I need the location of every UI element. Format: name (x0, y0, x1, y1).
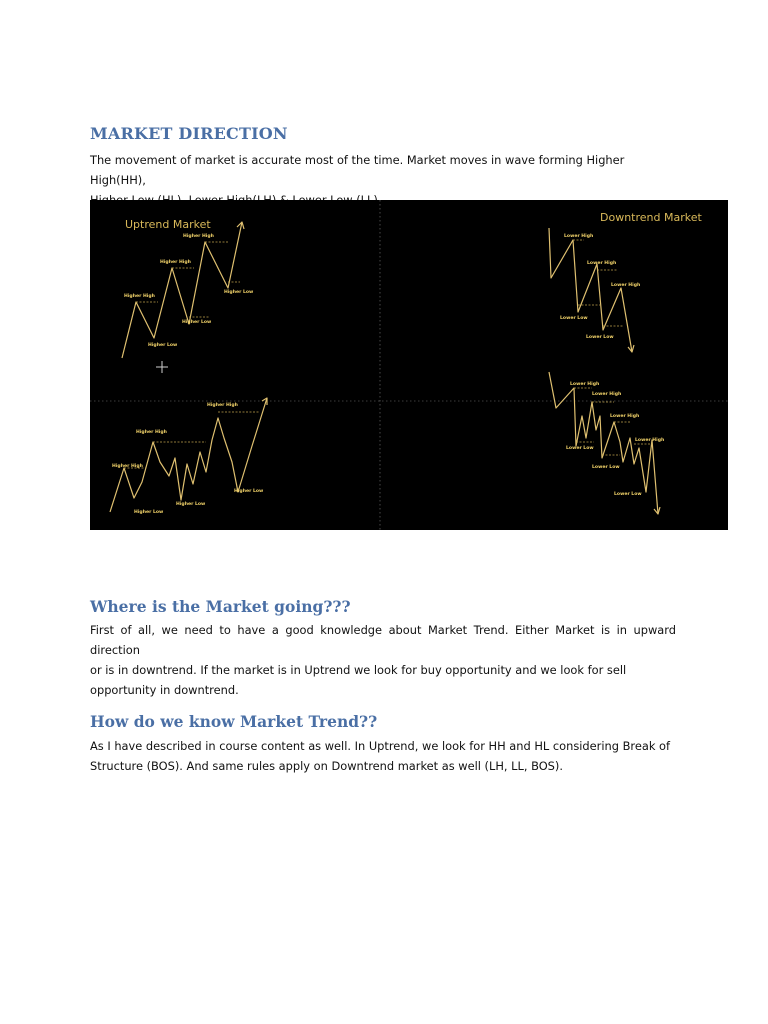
paragraph-line: The movement of market is accurate most of the time. Market moves in wave forming Higher High(HH), (90, 153, 625, 187)
trend-chart-image (90, 200, 728, 530)
label-higher-low: Higher Low (176, 502, 206, 507)
label-lower-high: Lower High (564, 234, 594, 239)
section-title-how-do-we-know-trend: How do we know Market Trend?? (90, 712, 378, 731)
label-higher-high: Higher High (136, 430, 167, 435)
label-lower-low: Lower Low (592, 465, 620, 470)
paragraph-line: Structure (BOS). And same rules apply on Downtrend market as well (LH, LL, BOS). (90, 759, 563, 773)
label-higher-high: Higher High (160, 260, 191, 265)
label-lower-high: Lower High (635, 438, 665, 443)
label-lower-high: Lower High (570, 382, 600, 387)
downtrend-title: Downtrend Market (600, 211, 702, 224)
label-lower-high: Lower High (587, 261, 617, 266)
section-title-market-direction: MARKET DIRECTION (90, 124, 288, 143)
downtrend-wave-bottom (549, 372, 664, 514)
trend-wave-illustration (90, 200, 728, 530)
label-higher-high: Higher High (112, 464, 143, 469)
label-higher-low: Higher Low (148, 343, 178, 348)
label-lower-high: Lower High (611, 283, 641, 288)
section-title-where-is-market-going: Where is the Market going??? (90, 597, 351, 616)
label-higher-low: Higher Low (134, 510, 164, 515)
crosshair-icon (156, 361, 168, 373)
label-lower-high: Lower High (592, 392, 622, 397)
label-lower-low: Lower Low (566, 446, 594, 451)
label-higher-high: Higher High (207, 403, 238, 408)
paragraph-line: opportunity in downtrend. (90, 683, 239, 697)
label-higher-low: Higher Low (234, 489, 264, 494)
label-lower-high: Lower High (610, 414, 640, 419)
label-higher-high: Higher High (183, 234, 214, 239)
downtrend-wave-top (549, 228, 640, 352)
label-lower-low: Lower Low (614, 492, 642, 497)
label-lower-low: Lower Low (560, 316, 588, 321)
uptrend-wave-bottom (110, 398, 267, 515)
label-higher-low: Higher Low (182, 320, 212, 325)
paragraph-line: As I have described in course content as well. In Uptrend, we look for HH and HL considering Break of (90, 739, 671, 753)
label-higher-low: Higher Low (224, 290, 254, 295)
how-do-we-know-trend-paragraph (90, 736, 676, 776)
paragraph-line: or is in downtrend. If the market is in Uptrend we look for buy opportunity and we look for sell (90, 663, 627, 677)
uptrend-title: Uptrend Market (125, 218, 211, 231)
where-is-market-going-paragraph (90, 620, 676, 700)
label-higher-high: Higher High (124, 294, 155, 299)
uptrend-wave-top (122, 222, 254, 358)
label-lower-low: Lower Low (586, 335, 614, 340)
paragraph-line: First of all, we need to have a good knowledge about Market Trend. Either Market is in upward direction (90, 623, 676, 657)
